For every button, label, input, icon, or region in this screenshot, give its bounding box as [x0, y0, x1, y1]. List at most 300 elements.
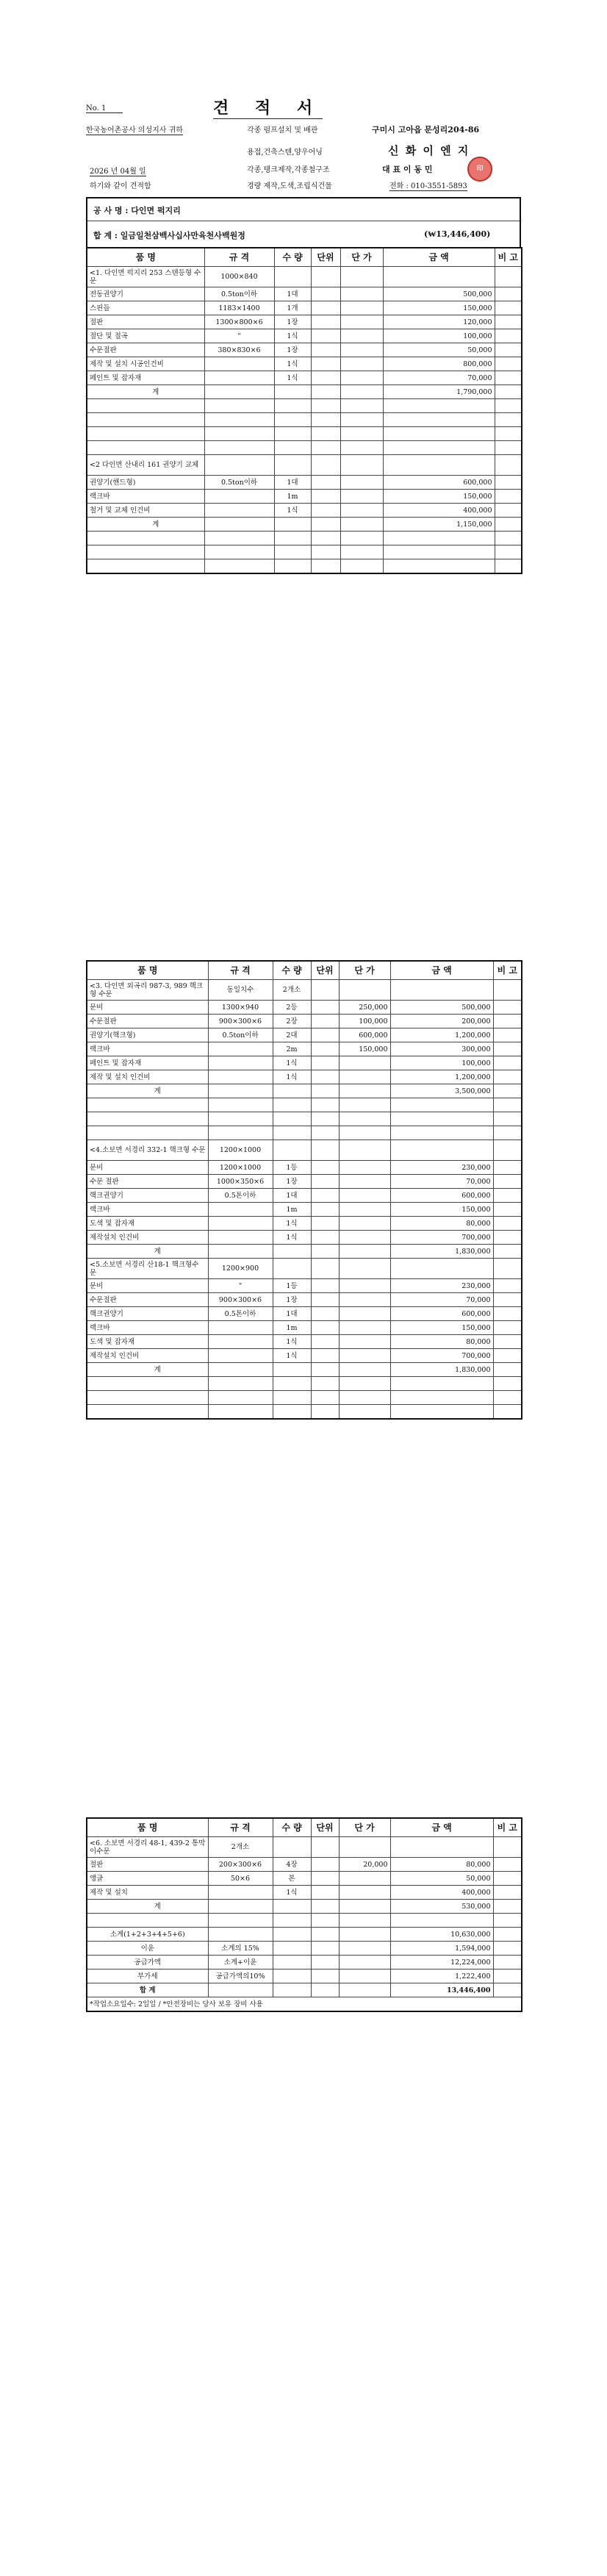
table-cell	[339, 1900, 390, 1914]
table-cell	[390, 1126, 493, 1140]
table-cell	[204, 518, 274, 532]
table-cell: 수문절판	[87, 1293, 208, 1307]
table-cell	[311, 1335, 339, 1349]
table-cell	[311, 1217, 339, 1231]
table-cell	[311, 1112, 339, 1126]
table-cell: 1000×840	[204, 267, 274, 287]
table-cell	[311, 1001, 339, 1015]
table-row	[87, 1161, 522, 1175]
table-cell: 0.5ton이하	[204, 476, 274, 490]
column-header: 금 액	[390, 961, 493, 980]
table-cell: 380×830×6	[204, 343, 274, 357]
table-cell	[339, 1140, 390, 1161]
table-cell	[493, 1217, 522, 1231]
column-header: 품 명	[87, 1818, 208, 1837]
table-cell: 50,000	[383, 343, 495, 357]
table-cell	[340, 559, 383, 574]
table-cell	[273, 1140, 311, 1161]
table-row	[87, 399, 522, 413]
table-cell: 900×300×6	[208, 1015, 273, 1028]
table-row	[87, 329, 522, 343]
table-cell	[208, 1886, 273, 1900]
table-cell	[273, 1969, 311, 1983]
table-cell	[204, 490, 274, 504]
table-cell	[495, 545, 522, 559]
table-row	[87, 357, 522, 371]
table-cell: 230,000	[390, 1279, 493, 1293]
estimate-table-3	[86, 1817, 522, 2012]
table-cell	[311, 371, 340, 385]
table-cell: 1등	[273, 1161, 311, 1175]
column-header: 금 액	[390, 1818, 493, 1837]
table-cell: 1,790,000	[383, 385, 495, 399]
table-cell	[87, 1405, 208, 1420]
table-cell: 13,446,400	[390, 1983, 493, 1997]
table-cell: "	[204, 329, 274, 343]
table-cell	[208, 1056, 273, 1070]
table-row	[87, 1321, 522, 1335]
table-cell	[204, 504, 274, 518]
table-cell	[208, 1335, 273, 1349]
table-row	[87, 1293, 522, 1307]
table-cell: 1,830,000	[390, 1363, 493, 1377]
table-cell: 530,000	[390, 1900, 493, 1914]
table-cell	[311, 1837, 339, 1858]
table-cell	[208, 1203, 273, 1217]
table-cell	[339, 1161, 390, 1175]
table-cell	[339, 1956, 390, 1969]
table-row	[87, 267, 522, 287]
business-line-2: 용접,건축스텐,양우어닝	[247, 149, 323, 157]
table-cell	[274, 267, 311, 287]
table-cell: 1300×940	[208, 1001, 273, 1015]
table-row	[87, 343, 522, 357]
table-cell: 0.5ton이하	[208, 1028, 273, 1042]
table-cell	[383, 532, 495, 545]
table-row	[87, 315, 522, 329]
table-cell	[493, 1015, 522, 1028]
table-cell	[273, 1956, 311, 1969]
table-cell: 12,224,000	[390, 1956, 493, 1969]
table-row	[87, 441, 522, 455]
table-cell	[204, 532, 274, 545]
table-cell: 1,222,400	[390, 1969, 493, 1983]
table-cell	[493, 1969, 522, 1983]
table-cell: 계	[87, 1900, 208, 1914]
column-header: 품 명	[87, 248, 204, 267]
table-cell: 600,000	[390, 1307, 493, 1321]
table-cell	[495, 301, 522, 315]
table-cell: 150,000	[390, 1321, 493, 1335]
table-cell: 600,000	[390, 1189, 493, 1203]
table-cell	[311, 427, 340, 441]
table-cell	[340, 343, 383, 357]
table-cell: 800,000	[383, 357, 495, 371]
table-cell	[204, 559, 274, 574]
column-header: 규 격	[204, 248, 274, 267]
table-cell	[339, 1231, 390, 1245]
table-cell	[311, 1928, 339, 1942]
table-cell	[383, 545, 495, 559]
table-cell	[390, 1391, 493, 1405]
table-cell: 철거 및 교체 인건비	[87, 504, 204, 518]
table-cell: 3,500,000	[390, 1084, 493, 1098]
table-cell	[87, 441, 204, 455]
table-cell: 230,000	[390, 1161, 493, 1175]
table-cell	[204, 441, 274, 455]
table-cell	[340, 441, 383, 455]
table-cell	[87, 1377, 208, 1391]
table-cell	[311, 1189, 339, 1203]
table-cell: 2개소	[208, 1837, 273, 1858]
table-cell	[495, 441, 522, 455]
table-cell: 문비	[87, 1001, 208, 1015]
table-cell: 동일치수	[208, 980, 273, 1001]
table-cell: 1식	[273, 1217, 311, 1231]
table-cell: 1장	[273, 1293, 311, 1307]
table-cell: 150,000	[383, 301, 495, 315]
table-cell	[274, 385, 311, 399]
table-cell: 1장	[274, 315, 311, 329]
table-cell: 80,000	[390, 1858, 493, 1872]
table-cell	[311, 1161, 339, 1175]
table-cell	[311, 476, 340, 490]
table-cell	[495, 357, 522, 371]
column-header: 규 격	[208, 1818, 273, 1837]
table-cell: 랙크바	[87, 1203, 208, 1217]
table-cell	[340, 385, 383, 399]
table-cell: 70,000	[390, 1293, 493, 1307]
table-cell: 1식	[274, 357, 311, 371]
table-cell	[274, 518, 311, 532]
table-cell: 1식	[273, 1056, 311, 1070]
table-cell: 문비	[87, 1279, 208, 1293]
table-cell	[340, 476, 383, 490]
table-cell	[339, 1070, 390, 1084]
table-row	[87, 504, 522, 518]
table-cell	[87, 1098, 208, 1112]
table-row	[87, 559, 522, 574]
table-cell: 1,594,000	[390, 1942, 493, 1956]
table-cell	[383, 267, 495, 287]
table-cell	[339, 1377, 390, 1391]
table-cell	[493, 1900, 522, 1914]
table-cell	[339, 1279, 390, 1293]
table-cell	[208, 1217, 273, 1231]
project-box	[86, 197, 521, 247]
table-row	[87, 1872, 522, 1886]
column-header: 금 액	[383, 248, 495, 267]
column-header: 비 고	[493, 961, 522, 980]
table-cell: 0.5톤이하	[208, 1189, 273, 1203]
table-cell	[208, 1098, 273, 1112]
table-cell: 계	[87, 518, 204, 532]
table-cell	[208, 1900, 273, 1914]
table-cell	[311, 413, 340, 427]
table-cell	[339, 1056, 390, 1070]
table-cell	[493, 1084, 522, 1098]
table-cell	[204, 455, 274, 476]
table-cell	[493, 1056, 522, 1070]
table-cell	[311, 1363, 339, 1377]
table-row	[87, 1335, 522, 1349]
table-cell: 문비	[87, 1161, 208, 1175]
table-cell	[208, 1112, 273, 1126]
table-cell	[208, 1084, 273, 1098]
table-cell	[495, 371, 522, 385]
table-cell	[390, 1098, 493, 1112]
column-header: 단위	[311, 248, 340, 267]
table-row	[87, 1175, 522, 1189]
table-cell: 소계+이윤	[208, 1956, 273, 1969]
table-cell	[311, 518, 340, 532]
table-cell	[311, 504, 340, 518]
table-cell	[493, 1126, 522, 1140]
table-cell: 제작 및 설치 시공인건비	[87, 357, 204, 371]
table-cell: 400,000	[390, 1886, 493, 1900]
table-cell: 1식	[274, 504, 311, 518]
table-cell	[340, 399, 383, 413]
table-cell	[339, 1363, 390, 1377]
table-cell	[274, 532, 311, 545]
table-cell	[274, 441, 311, 455]
table-cell	[493, 1858, 522, 1872]
table-cell	[339, 1259, 390, 1279]
table-cell	[493, 1349, 522, 1363]
table-row	[87, 518, 522, 532]
table-cell: 공급가액	[87, 1956, 208, 1969]
table-cell	[495, 490, 522, 504]
table-cell: 1m	[273, 1203, 311, 1217]
table-cell	[311, 1858, 339, 1872]
table-cell: 핵크권양기	[87, 1307, 208, 1321]
table-cell	[208, 1042, 273, 1056]
table-cell: 1식	[274, 371, 311, 385]
table-cell	[493, 1161, 522, 1175]
table-cell	[311, 1070, 339, 1084]
table-cell: 도색 및 잡자재	[87, 1335, 208, 1349]
table-cell	[339, 1126, 390, 1140]
table-cell	[311, 1245, 339, 1259]
table-cell: 1식	[273, 1231, 311, 1245]
table-cell	[340, 287, 383, 301]
table-cell: 80,000	[390, 1217, 493, 1231]
table-cell	[493, 1872, 522, 1886]
table-cell	[273, 1914, 311, 1928]
table-cell	[339, 1321, 390, 1335]
table-cell	[274, 545, 311, 559]
table-cell	[493, 1028, 522, 1042]
footnote: *작업소요일수: 2일일 / *안전장비는 당사 보유 장비 사용	[87, 1997, 522, 2012]
table-cell: 1식	[273, 1886, 311, 1900]
table-cell: <4.소보면 서경리 332-1 핵크형 수문	[87, 1140, 208, 1161]
table-cell	[390, 980, 493, 1001]
column-header: 단위	[311, 961, 339, 980]
table-cell	[208, 1070, 273, 1084]
table-cell	[339, 1084, 390, 1098]
table-cell	[311, 1956, 339, 1969]
table-cell: 400,000	[383, 504, 495, 518]
table-cell: 1,830,000	[390, 1245, 493, 1259]
table-cell	[273, 1837, 311, 1858]
table-cell: 0.5ton이하	[204, 287, 274, 301]
table-cell	[390, 1837, 493, 1858]
table-cell	[273, 1942, 311, 1956]
table-cell: 600,000	[383, 476, 495, 490]
table-cell	[493, 1405, 522, 1420]
table-row	[87, 1900, 522, 1914]
table-cell	[339, 1886, 390, 1900]
table-row	[87, 1070, 522, 1084]
table-cell	[339, 1837, 390, 1858]
table-cell: 1m	[274, 490, 311, 504]
table-cell	[311, 1231, 339, 1245]
table-cell: 1,200,000	[390, 1028, 493, 1042]
table-cell: 500,000	[390, 1001, 493, 1015]
table-cell: 계	[87, 1363, 208, 1377]
table-cell: 절판	[87, 1858, 208, 1872]
table-cell	[204, 413, 274, 427]
table-cell	[311, 1203, 339, 1217]
table-cell	[204, 545, 274, 559]
table-cell: 10,630,000	[390, 1928, 493, 1942]
table-cell: 700,000	[390, 1349, 493, 1363]
table-cell	[311, 1307, 339, 1321]
table-row	[87, 1349, 522, 1363]
table-row	[87, 532, 522, 545]
column-header: 수 량	[273, 1818, 311, 1837]
table-cell	[495, 267, 522, 287]
business-line-4: 경량 제작,도색,조립식건물	[247, 182, 332, 190]
table-cell: 앵글	[87, 1872, 208, 1886]
table-cell: 1,200,000	[390, 1070, 493, 1084]
quote-note: 하기와 같이 견적함	[90, 182, 151, 190]
table-row	[87, 1363, 522, 1377]
table-cell: 1200×1000	[208, 1161, 273, 1175]
table-row	[87, 371, 522, 385]
table-cell	[339, 1872, 390, 1886]
table-row	[87, 490, 522, 504]
table-cell	[493, 1307, 522, 1321]
table-cell: 핵크권양기	[87, 1189, 208, 1203]
table-cell	[495, 518, 522, 532]
table-cell	[87, 1914, 208, 1928]
table-cell	[208, 1405, 273, 1420]
table-cell	[208, 1377, 273, 1391]
table-cell	[87, 1391, 208, 1405]
table-cell	[495, 343, 522, 357]
column-header: 단위	[311, 1818, 339, 1837]
table-cell: 랙크바	[87, 1042, 208, 1056]
column-header: 단 가	[340, 248, 383, 267]
table-cell	[311, 1900, 339, 1914]
table-cell: 제작설치 인건비	[87, 1349, 208, 1363]
table-cell	[311, 1391, 339, 1405]
table-cell	[87, 413, 204, 427]
table-cell: 200,000	[390, 1015, 493, 1028]
table-cell	[204, 357, 274, 371]
table-cell	[493, 1293, 522, 1307]
table-cell	[493, 1886, 522, 1900]
table-cell	[493, 1245, 522, 1259]
table-cell	[311, 1377, 339, 1391]
table-row	[87, 1956, 522, 1969]
table-row	[87, 1928, 522, 1942]
table-cell	[311, 1349, 339, 1363]
company-seal: 印	[467, 157, 492, 182]
table-row	[87, 1837, 522, 1858]
table-cell	[390, 1914, 493, 1928]
table-cell	[311, 315, 340, 329]
table-cell	[87, 559, 204, 574]
column-header: 수 량	[273, 961, 311, 980]
table-cell: <3. 다인면 외곡리 987-3, 989 핵크형 수문	[87, 980, 208, 1001]
table-cell	[339, 1983, 390, 1997]
table-cell	[383, 559, 495, 574]
table-cell	[311, 329, 340, 343]
table-cell	[339, 1203, 390, 1217]
table-cell	[340, 357, 383, 371]
table-cell	[273, 1983, 311, 1997]
table-cell	[339, 1914, 390, 1928]
table-cell	[339, 1217, 390, 1231]
table-cell	[495, 532, 522, 545]
table-cell	[493, 1391, 522, 1405]
table-cell	[311, 1872, 339, 1886]
table-cell: 1300×800×6	[204, 315, 274, 329]
table-cell	[204, 399, 274, 413]
document-number: No. 1	[86, 104, 123, 113]
table-cell: 2개소	[273, 980, 311, 1001]
table-cell	[311, 980, 339, 1001]
table-cell: 2장	[273, 1015, 311, 1028]
table-cell	[495, 427, 522, 441]
table-cell: 120,000	[383, 315, 495, 329]
table-cell	[340, 315, 383, 329]
table-cell: 900×300×6	[208, 1293, 273, 1307]
table-cell: 600,000	[339, 1028, 390, 1042]
table-cell: 스핀들	[87, 301, 204, 315]
table-cell	[493, 1914, 522, 1928]
table-row	[87, 1231, 522, 1245]
table-cell	[273, 1363, 311, 1377]
table-cell	[208, 1321, 273, 1335]
table-row	[87, 1307, 522, 1321]
table-cell: 250,000	[339, 1001, 390, 1015]
table-cell	[311, 1293, 339, 1307]
table-cell	[339, 980, 390, 1001]
table-cell	[87, 427, 204, 441]
table-cell: 페인트 및 잡자재	[87, 1056, 208, 1070]
table-cell	[311, 1886, 339, 1900]
table-cell	[204, 371, 274, 385]
table-cell: 2m	[273, 1042, 311, 1056]
table-cell	[495, 385, 522, 399]
table-cell: 1식	[273, 1335, 311, 1349]
table-cell: 1200×900	[208, 1259, 273, 1279]
table-cell	[311, 1042, 339, 1056]
table-cell	[495, 329, 522, 343]
table-cell	[493, 1377, 522, 1391]
table-cell	[339, 1098, 390, 1112]
table-cell: 1대	[274, 476, 311, 490]
table-cell	[495, 287, 522, 301]
column-header: 비 고	[493, 1818, 522, 1837]
table-row	[87, 1391, 522, 1405]
table-row	[87, 1405, 522, 1420]
table-cell	[87, 399, 204, 413]
column-header: 규 격	[208, 961, 273, 980]
